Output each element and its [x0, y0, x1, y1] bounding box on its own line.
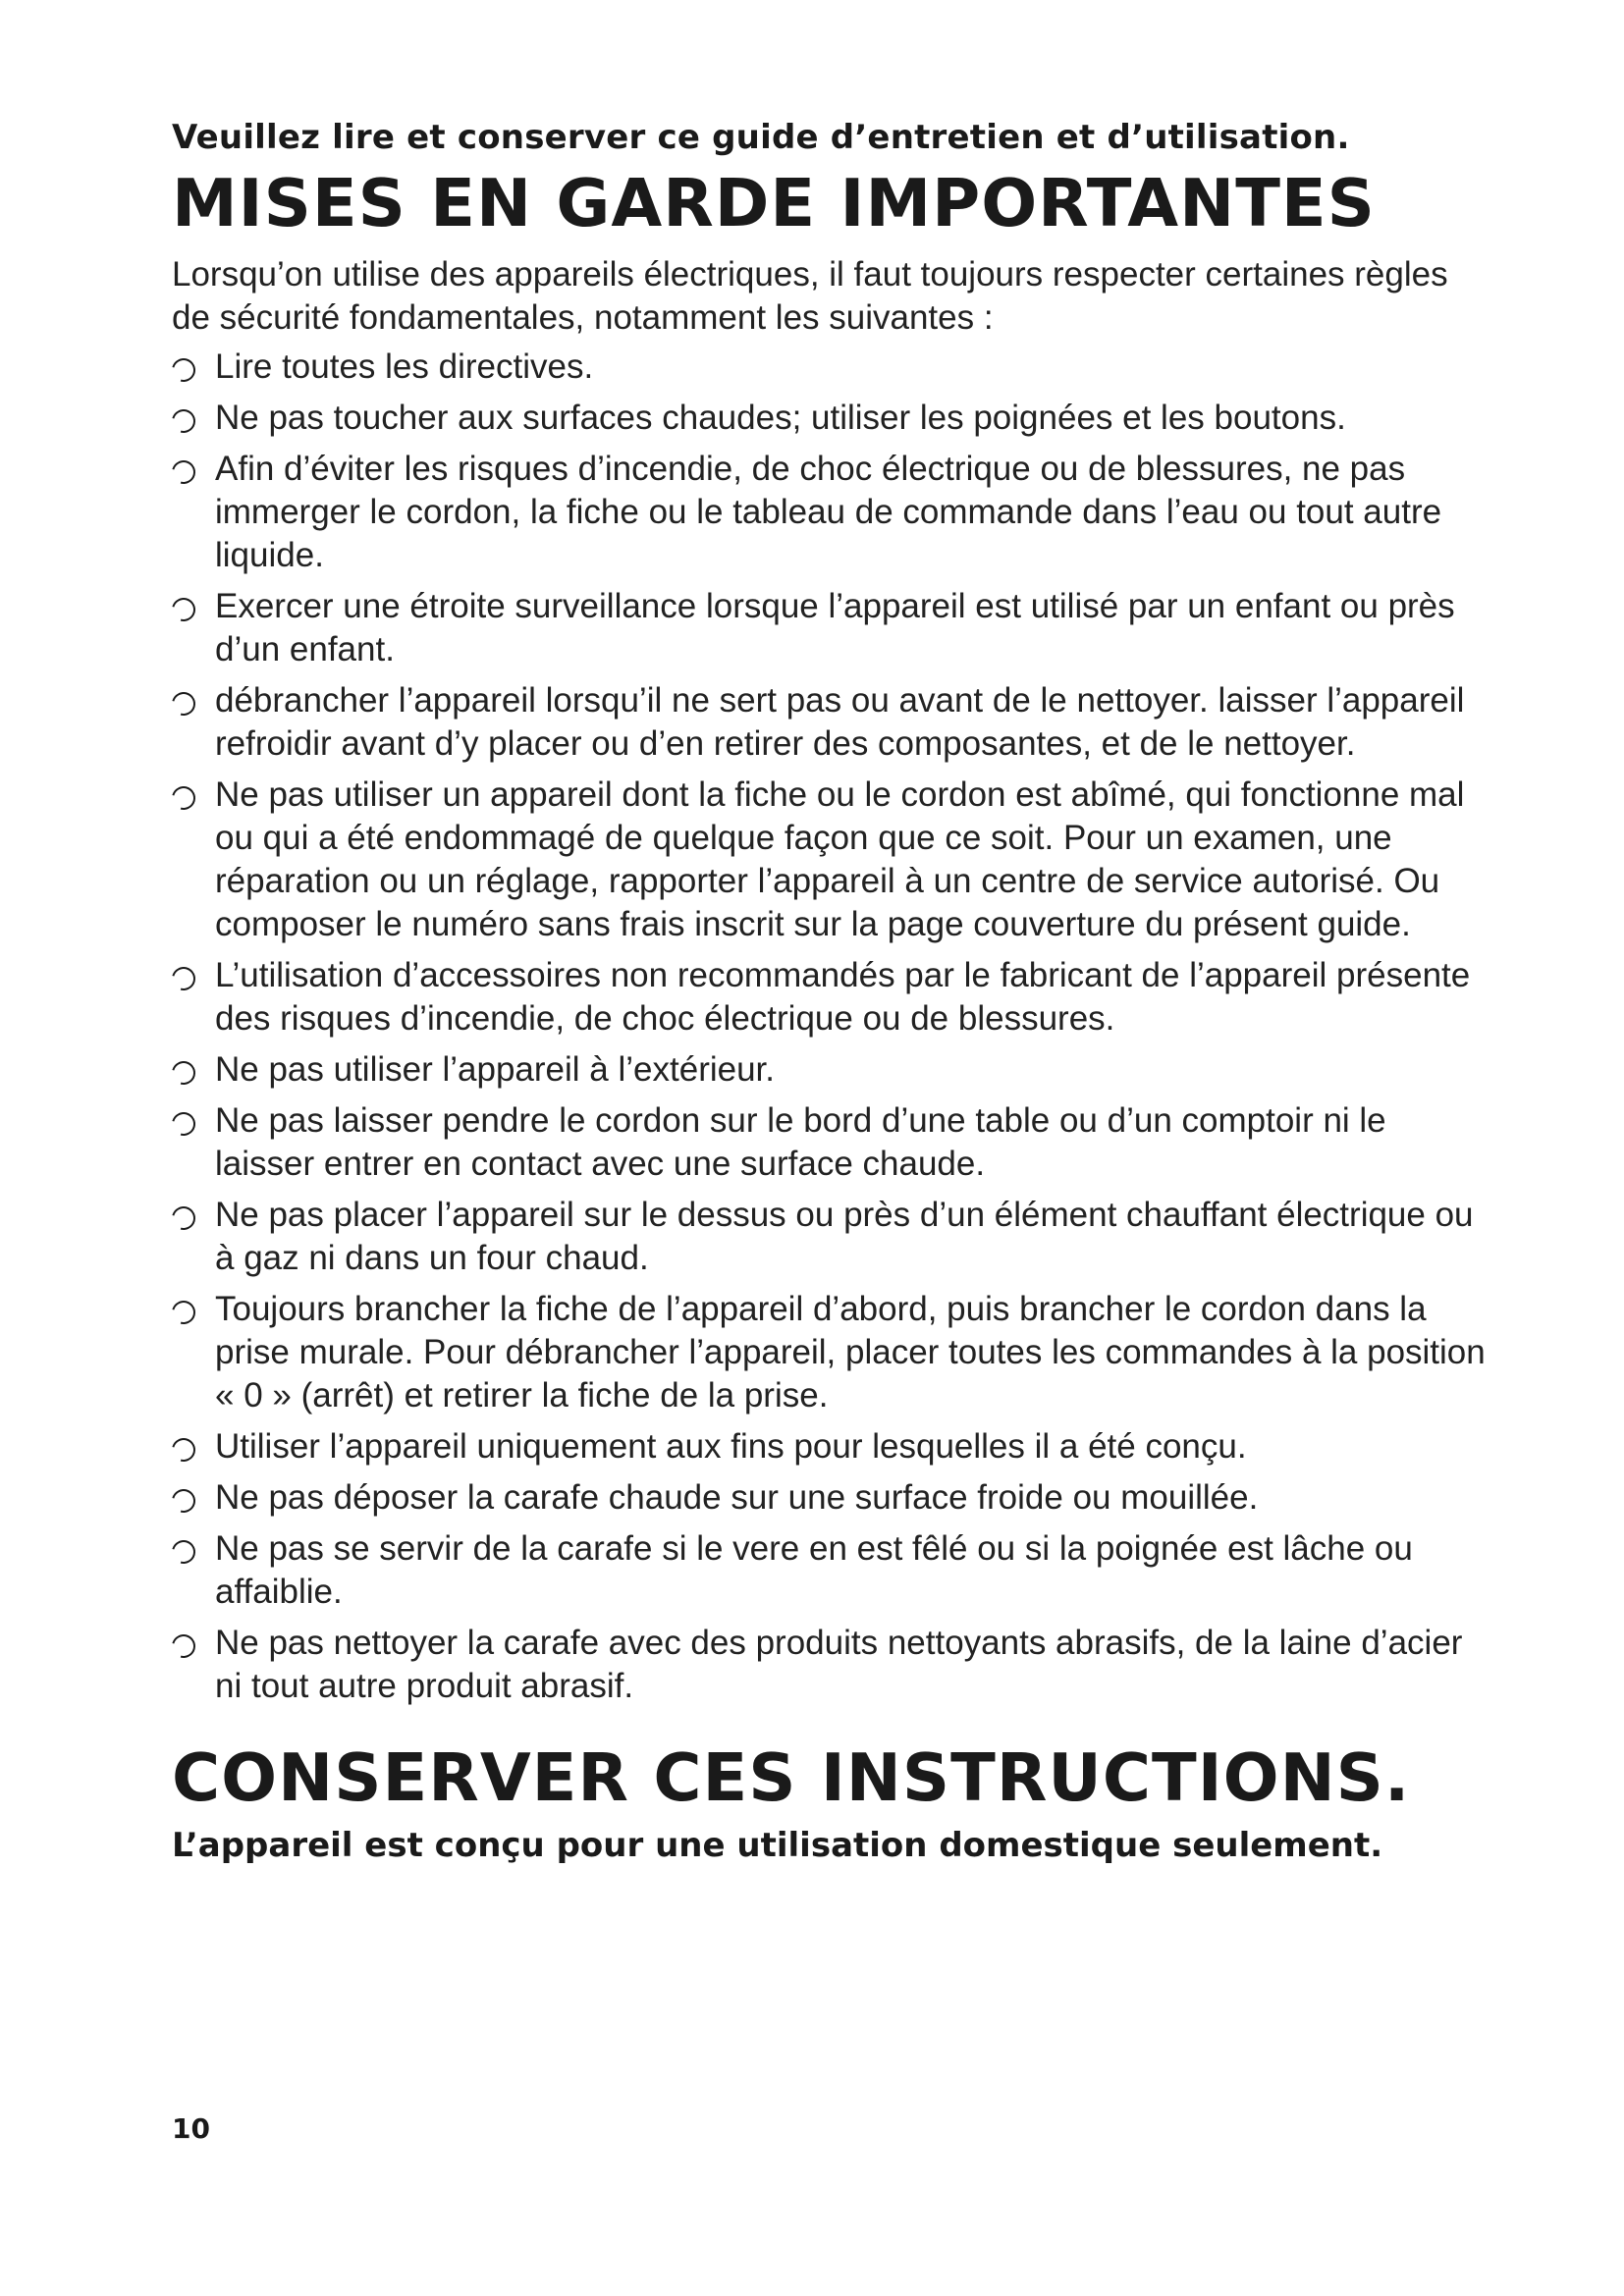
open-circle-icon — [168, 688, 200, 721]
list-item-text: Ne pas nettoyer la carafe avec des produits nettoyants abrasifs, de la laine d’acier ni tout autre produit abrasif. — [215, 1624, 1463, 1705]
list-item-text: Toujours brancher la fiche de l’appareil d’abord, puis brancher le cordon dans la prise murale. Pour débrancher l’appareil, placer toutes les commandes à la position « 0 » (arrêt) et retirer la fiche de la prise. — [215, 1290, 1486, 1415]
open-circle-icon — [168, 1434, 200, 1467]
list-item — [172, 1622, 1488, 1708]
list-item — [172, 1194, 1488, 1280]
list-item — [172, 774, 1488, 946]
open-circle-icon — [168, 1297, 200, 1329]
list-item — [172, 954, 1488, 1041]
list-item-text: débrancher l’appareil lorsqu’il ne sert pas ou avant de le nettoyer. laisser l’appareil refroidir avant d’y placer ou d’en retirer des composantes, et de le nettoyer. — [215, 681, 1465, 763]
list-item — [172, 1476, 1488, 1520]
list-item-text: Ne pas utiliser l’appareil à l’extérieur. — [215, 1050, 775, 1089]
list-item-text: Utiliser l’appareil uniquement aux fins pour lesquelles il a été conçu. — [215, 1427, 1247, 1466]
list-item-text: Exercer une étroite surveillance lorsque l’appareil est utilisé par un enfant ou près d’un enfant. — [215, 587, 1455, 668]
open-circle-icon — [168, 1630, 200, 1663]
page-number: 10 — [172, 2112, 210, 2145]
open-circle-icon — [168, 1108, 200, 1141]
list-item-text: Afin d’éviter les risques d’incendie, de choc électrique ou de blessures, ne pas immerger le cordon, la fiche ou le tableau de commande dans l’eau ou tout autre liquide. — [215, 450, 1442, 574]
list-item-text: Ne pas déposer la carafe chaude sur une surface froide ou mouillée. — [215, 1478, 1259, 1517]
open-circle-icon — [168, 354, 200, 387]
open-circle-icon — [168, 1202, 200, 1235]
safety-list — [172, 346, 1488, 1708]
list-item — [172, 1425, 1488, 1468]
list-item — [172, 1527, 1488, 1614]
save-instructions-title: CONSERVER CES INSTRUCTIONS. — [172, 1739, 1411, 1816]
document-page — [172, 116, 1488, 1867]
intro-instruction: Veuillez lire et conserver ce guide d’entretien et d’utilisation. — [172, 118, 1350, 157]
page-title: MISES EN GARDE IMPORTANTES — [172, 165, 1376, 241]
list-item-text: Ne pas laisser pendre le cordon sur le bord d’une table ou d’un comptoir ni le laisser entrer en contact avec une surface chaude. — [215, 1101, 1386, 1183]
list-item-text: Lire toutes les directives. — [215, 347, 594, 386]
list-item — [172, 585, 1488, 671]
open-circle-icon — [168, 1057, 200, 1090]
list-item — [172, 397, 1488, 440]
list-item-text: L’utilisation d’accessoires non recommandés par le fabricant de l’appareil présente des risques d’incendie, de choc électrique ou de blessures. — [215, 956, 1471, 1038]
open-circle-icon — [168, 456, 200, 489]
open-circle-icon — [168, 1536, 200, 1569]
list-item-text: Ne pas toucher aux surfaces chaudes; utiliser les poignées et les boutons. — [215, 399, 1346, 437]
domestic-use-note: L’appareil est conçu pour une utilisation domestique seulement. — [172, 1826, 1383, 1865]
list-item — [172, 1099, 1488, 1186]
open-circle-icon — [168, 782, 200, 815]
list-item — [172, 1288, 1488, 1417]
list-item-text: Ne pas se servir de la carafe si le vere en est fêlé ou si la poignée est lâche ou affaiblie. — [215, 1529, 1413, 1611]
open-circle-icon — [168, 594, 200, 626]
list-item — [172, 679, 1488, 766]
lead-paragraph: Lorsqu’on utilise des appareils électriques, il faut toujours respecter certaines règles de sécurité fondamentales, notamment les suivantes : — [172, 255, 1448, 337]
list-item-text: Ne pas placer l’appareil sur le dessus ou près d’un élément chauffant électrique ou à gaz ni dans un four chaud. — [215, 1196, 1474, 1277]
open-circle-icon — [168, 405, 200, 438]
list-item — [172, 448, 1488, 577]
list-item — [172, 1048, 1488, 1092]
open-circle-icon — [168, 963, 200, 995]
list-item-text: Ne pas utiliser un appareil dont la fiche ou le cordon est abîmé, qui fonctionne mal ou qui a été endommagé de quelque façon que ce soit. Pour un examen, une réparation ou un réglage, rapporter l’appareil à un centre de service autorisé. Ou composer le numéro sans frais inscrit sur la page couverture du présent guide. — [215, 775, 1465, 943]
open-circle-icon — [168, 1485, 200, 1518]
list-item — [172, 346, 1488, 389]
